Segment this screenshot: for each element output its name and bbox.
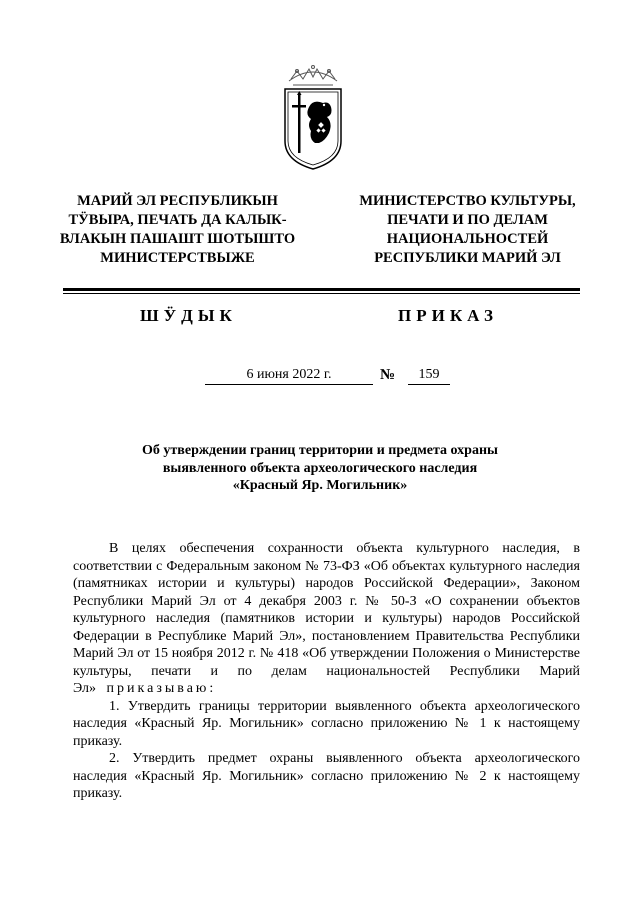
- clause-2: 2. Утвердить предмет охраны выявленного объекта археологического наследия «Красный Яр. Могильник» согласно приложению № 2 к настоящему приказу.: [73, 751, 580, 801]
- order-date: 6 июня 2022 г.: [205, 366, 373, 385]
- ministry-name-mari-line: МИНИСТЕРСТВЫЖЕ: [100, 250, 255, 266]
- order-title: [100, 442, 540, 495]
- ministry-name-russian-line: ПЕЧАТИ И ПО ДЕЛАМ: [387, 212, 548, 228]
- header-divider-thick: [63, 288, 580, 291]
- ministry-name-russian-line: МИНИСТЕРСТВО КУЛЬТУРЫ,: [359, 193, 576, 209]
- ministry-name-russian-line: РЕСПУБЛИКИ МАРИЙ ЭЛ: [374, 250, 561, 266]
- coat-of-arms-icon: [275, 65, 351, 175]
- order-title-line: Об утверждении границ территории и предмета охраны: [142, 443, 498, 458]
- ministry-name-mari-line: МАРИЙ ЭЛ РЕСПУБЛИКЫН: [77, 193, 278, 209]
- command-word: приказываю:: [106, 681, 217, 696]
- ministry-name-russian: [335, 192, 600, 268]
- order-title-line: выявленного объекта археологического наследия: [162, 460, 478, 476]
- preamble-paragraph: [73, 540, 580, 698]
- ministry-name-mari-line: ВЛАКЫН ПАШАШТ ШОТЫШТО: [59, 231, 296, 247]
- doc-type-mari: ШӰДЫК: [140, 306, 237, 325]
- order-body: [73, 540, 580, 803]
- ministry-name-russian-line: НАЦИОНАЛЬНОСТЕЙ: [386, 231, 549, 247]
- order-number-sign: №: [380, 367, 396, 383]
- preamble-text: В целях обеспечения сохранности объекта культурного наследия, в соответствии с Федеральным законом № 73-ФЗ «Об объектах культурного наследия (памятниках истории и культуры) народов Российской Федерации», Законом Республики Марий Эл от 4 декабря 2003 г. № 50-З «О сохранении объектов культурного наследия (памятников истории и культуры) народов Российской Федерации в Республике Марий Эл», постановлением Правительства Республики Марий Эл от 15 ноября 2012 г. № 418 «Об утверждении Положения о Министерстве культуры, печати и по делам национальностей Республики Марий Эл»: [73, 541, 580, 696]
- doc-type-russian: ПРИКАЗ: [398, 306, 498, 325]
- header-divider-thin: [63, 293, 580, 294]
- ministry-name-mari: [45, 192, 310, 268]
- clause-1: 1. Утвердить границы территории выявленного объекта археологического наследия «Красный Яр. Могильник» согласно приложению № 1 к настоящему приказу.: [73, 698, 580, 749]
- order-title-line: «Красный Яр. Могильник»: [232, 478, 408, 493]
- ministry-name-mari-line: ТӰВЫРА, ПЕЧАТЬ ДА КАЛЫК-: [68, 212, 287, 228]
- order-number: 159: [408, 366, 450, 385]
